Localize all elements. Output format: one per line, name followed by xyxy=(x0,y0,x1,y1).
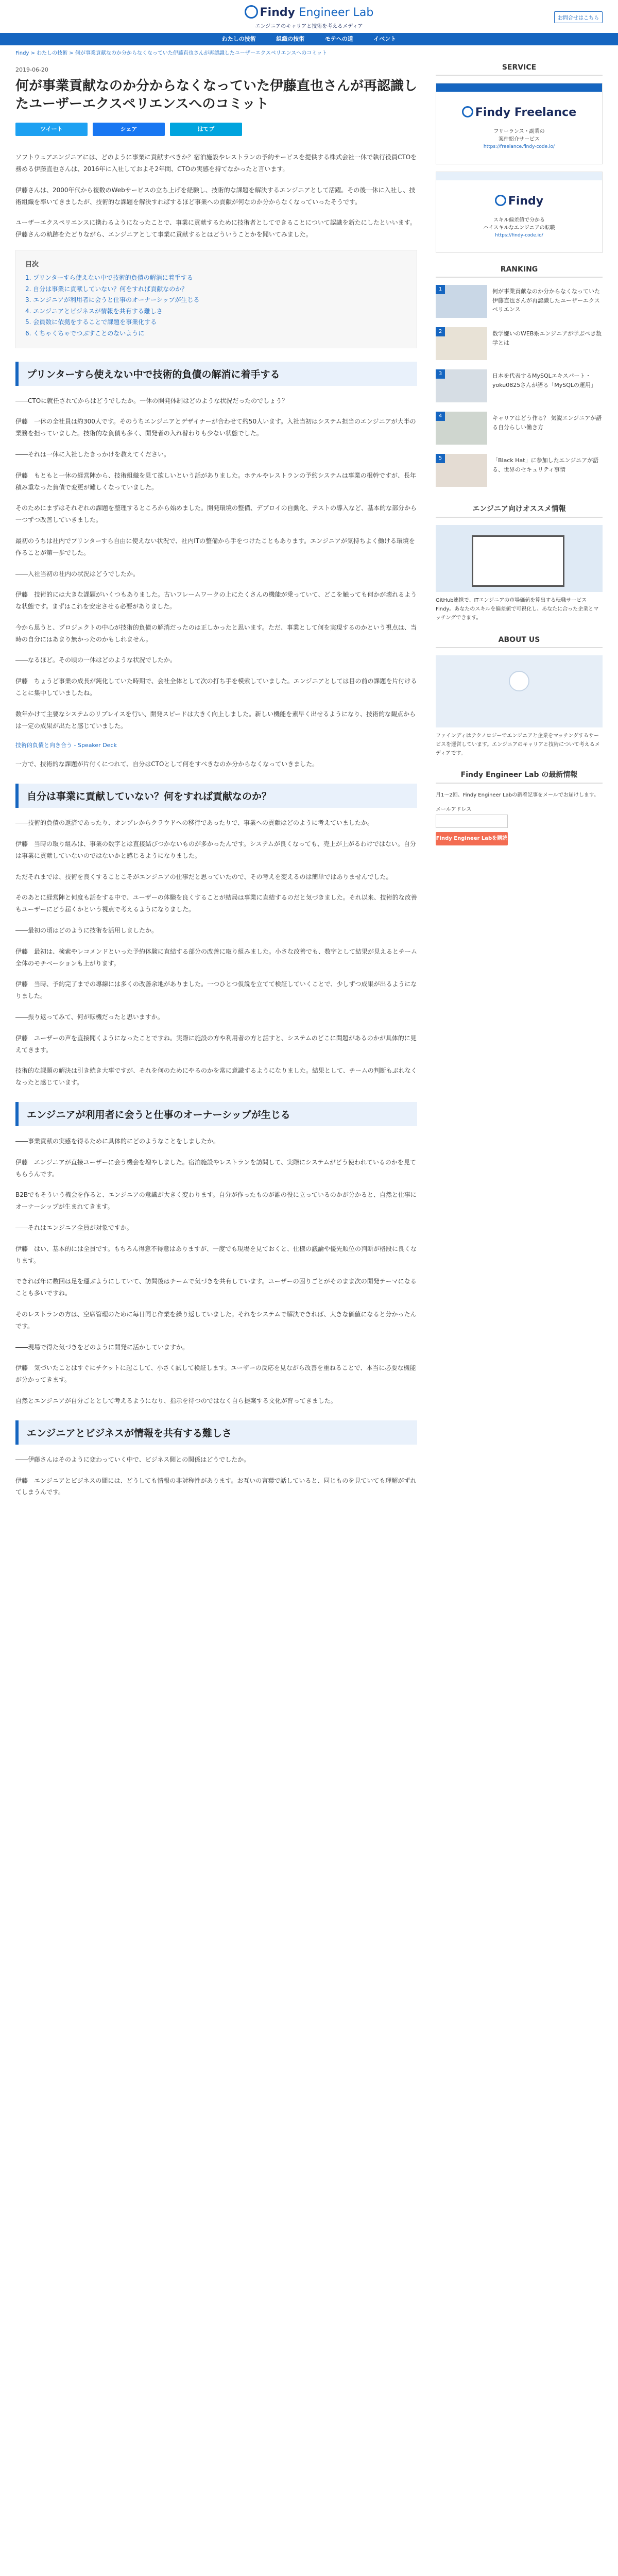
ranking-item[interactable] xyxy=(436,285,603,322)
ranking-item[interactable] xyxy=(436,454,603,491)
answer-paragraph: 伊藤 ユーザーの声を直接聞くようになったことですね。実際に施設の方や利用者の方と話すと、システムのどこに問題があるのかが具体的に見えてきます。 xyxy=(15,1034,417,1054)
global-nav xyxy=(0,33,618,45)
email-field[interactable] xyxy=(436,815,508,828)
newsletter-text: 月1〜2回、Findy Engineer Labの新着記事をメールでお届けします。 xyxy=(436,792,599,798)
slide-link[interactable]: 技術的負債と向き合う - Speaker Deck xyxy=(15,742,117,749)
section-heading: エンジニアが利用者に会うと仕事のオーナーシップが生じる xyxy=(15,1102,417,1126)
question-paragraph: ――それはエンジニア全員が対象ですか。 xyxy=(15,1224,133,1231)
ranking-title: 何が事業貢献なのか分からなくなっていた伊藤直也さんが再認識したユーザーエクスペリエンス xyxy=(492,288,600,313)
toc-item[interactable]: 6. くちゃくちゃでつぶすことのないように xyxy=(25,329,145,337)
about-text: ファインディはテクノロジーでエンジニアと企業をマッチングするサービスを運営しています。エンジニアのキャリアと技術について考えるメディアです。 xyxy=(436,733,600,756)
answer-paragraph: 伊藤 エンジニアが直接ユーザーに会う機会を増やしました。宿泊施設やレストランを訪問して、実際にシステムがどう使われているのかを見てもらうんです。 xyxy=(15,1158,416,1178)
toc-item[interactable]: 1. プリンターすら使えない中で技術的負債の解消に着手する xyxy=(25,274,193,281)
banner-url: https://findy-code.io/ xyxy=(495,233,543,238)
breadcrumb[interactable]: Findy > わたしの技術 > 何が事業貢献なのか分からなくなっていた伊藤直也さんが再認識したユーザーエクスペリエンスへのコミット xyxy=(15,50,328,56)
findy-logo-icon xyxy=(462,106,473,117)
answer-paragraph: 伊藤 気づいたことはすぐにチケットに起こして、小さく試して検証します。ユーザーの反応を見ながら改善を重ねることで、本当に必要な機能が分かってきます。 xyxy=(15,1364,416,1384)
answer-paragraph: 伊藤 エンジニアとビジネスの間には、どうしても情報の非対称性があります。お互いの言葉で話していると、同じものを見ていても理解がずれてしまうんです。 xyxy=(15,1477,417,1496)
facebook-share-button[interactable]: シェア xyxy=(93,123,165,136)
rank-badge: 1 xyxy=(436,285,445,294)
recommend-text: GitHub連携で、ITエンジニアの市場価値を算出する転職サービスFindy。あなたのスキルを偏差値で可視化し、あなたに合った企業とマッチングできます。 xyxy=(436,598,599,621)
findy-logo xyxy=(436,195,602,208)
rank-badge: 2 xyxy=(436,327,445,336)
table-of-contents xyxy=(15,250,417,348)
rank-badge: 4 xyxy=(436,412,445,421)
banner-url: https://freelance.findy-code.io/ xyxy=(483,144,555,149)
tweet-button[interactable]: ツイート xyxy=(15,123,88,136)
answer-paragraph: 自然とエンジニアが自分ごととして考えるようになり、指示を待つのではなく自ら提案する文化が育ってきました。 xyxy=(15,1397,337,1404)
question-paragraph: ――事業貢献の実感を得るために具体的にどのようなことをしましたか。 xyxy=(15,1138,220,1145)
ranking-title: 「Black Hat」に参加したエンジニアが語る、世界のセキュリティ事情 xyxy=(492,457,599,473)
ranking-title: 日本を代表するMySQLエキスパート・yoku0825さんが語る「MySQLの運用」 xyxy=(492,372,597,388)
answer-paragraph: 伊藤 最初は、検索やレコメンドといった予約体験に直結する部分の改善に取り組みました。小さな改善でも、数字として結果が見えるとチーム全体のモチベーションも上がります。 xyxy=(15,947,417,967)
logo-circle-icon xyxy=(509,671,529,691)
answer-paragraph: 伊藤 技術的には大きな課題がいくつもありました。古いフレームワークの上にたくさんの機能が乗っていて、どこを触っても何かが壊れるような状態です。まずはこれを安定させる必要がありました。 xyxy=(15,591,417,611)
laptop-screen-icon xyxy=(472,535,564,587)
question-paragraph: ――CTOに就任されてからはどうでしたか。一休の開発体制はどのような状況だったのでしょう？ xyxy=(15,397,288,404)
banner-subtitle: フリーランス・副業の 案件紹介サービス xyxy=(493,129,545,142)
section-heading: 自分は事業に貢献していない？何をすれば貢献なのか？ xyxy=(15,784,417,808)
nav-item-my-tech[interactable]: わたしの技術 xyxy=(221,36,256,42)
question-paragraph: ――なるほど。その頃の一休はどのような状況でしたか。 xyxy=(15,656,177,664)
answer-paragraph: 伊藤 もともと一休の経営陣から、技術組織を見て欲しいという話がありました。ホテルやレストランの予約システムは事業の根幹ですが、長年積み重なった負債で変更が難しくなっていました。 xyxy=(15,471,416,491)
question-paragraph: ――最初の頃はどのように技術を活用しましたか。 xyxy=(15,927,158,935)
nav-item-org-tech[interactable]: 組織の技術 xyxy=(276,36,305,42)
site-logo[interactable] xyxy=(0,5,618,19)
toc-item[interactable]: 5. 会員数に依拠をすることで課題を事業化する xyxy=(25,318,157,326)
recommend-image[interactable] xyxy=(436,525,603,592)
ranking-heading: RANKING xyxy=(436,265,603,278)
toc-item[interactable]: 4. エンジニアとビジネスが情報を共有する難しさ xyxy=(25,307,163,315)
section-heading: エンジニアとビジネスが情報を共有する難しさ xyxy=(15,1420,417,1445)
answer-paragraph: 伊藤 当時、予約完了までの導線には多くの改善余地がありました。一つひとつ仮説を立てて検証していくことで、少しずつ成果が出るようになりました。 xyxy=(15,980,417,1000)
question-paragraph: ――技術的負債の返済であったり、オンプレからクラウドへの移行であったりで、事業への貢献はどのように考えていましたか。 xyxy=(15,819,374,827)
answer-paragraph: 伊藤 ちょうど事業の成長が鈍化していた時期で、会社全体として次の打ち手を模索していました。エンジニアとしては目の前の課題を片付けることに集中していましたね。 xyxy=(15,677,417,697)
answer-paragraph: そのためにまずはそれぞれの課題を整理するところから始めました。開発環境の整備、デプロイの自動化、テストの導入など、基本的な部分から一つずつ改善していきました。 xyxy=(15,504,417,524)
email-label: メールアドレス xyxy=(436,807,472,812)
publish-date: 2019-06-20 xyxy=(15,66,48,73)
ranking-item[interactable] xyxy=(436,412,603,449)
toc-item[interactable]: 3. エンジニアが利用者に会うと仕事のオーナーシップが生じる xyxy=(25,296,200,304)
about-illustration xyxy=(436,655,603,727)
findy-freelance-banner[interactable] xyxy=(436,83,603,164)
answer-paragraph: そのレストランの方は、空席管理のために毎日同じ作業を繰り返していました。それをシステムで解決できれば、大きな価値になると分かったんです。 xyxy=(15,1310,417,1330)
question-paragraph: ――現場で得た気づきをどのように開発に活かしていますか。 xyxy=(15,1343,189,1351)
hatena-bookmark-button[interactable]: はてブ xyxy=(170,123,242,136)
intro-paragraph: ソフトウェアエンジニアには、どのように事業に貢献すべきか？宿泊施設やレストランの予約サービスを提供する株式会社一休で執行役員CTOを務める伊藤直也さんは、2016年に入社しておよそ2年間、CTOの実感を持てなかったと言います。 xyxy=(15,154,417,173)
question-paragraph: ――それは一休に入社したきっかけを教えてください。 xyxy=(15,450,170,458)
site-header xyxy=(0,0,618,33)
toc-title: 目次 xyxy=(25,260,39,268)
service-heading: SERVICE xyxy=(436,63,603,76)
answer-paragraph: そのあとに経営陣と何度も話をする中で、ユーザーの体験を良くすることが結局は事業に直結するのだと気づきました。それ以来、技術的な改善もユーザーにどう届くかという視点で考えるようになりました。 xyxy=(15,894,417,913)
answer-paragraph: 伊藤 一休の全社員は約300人です。そのうちエンジニアとデザイナーが合わせて約50人います。入社当初はシステム担当のエンジニアが大半の業務を担っていました。技術的な負債も多く、開発者の入れ替わりも少ない状態でした。 xyxy=(15,418,416,437)
banner-subtitle: スキル偏差値で分かる ハイスキルなエンジニアの転職 xyxy=(483,217,555,231)
question-paragraph: ――入社当初の社内の状況はどうでしたか。 xyxy=(15,570,140,578)
rank-badge: 5 xyxy=(436,454,445,463)
answer-paragraph: できれば年に数回は足を運ぶようにしていて、訪問後はチームで気づきを共有しています。ユーザーの困りごとがそのまま次の開発テーマになることも多いですね。 xyxy=(15,1278,417,1297)
ranking-item[interactable] xyxy=(436,327,603,364)
subscribe-button[interactable]: Findy Engineer Labを購読する xyxy=(436,832,508,845)
nav-item-events[interactable]: イベント xyxy=(373,36,397,42)
share-buttons xyxy=(15,123,417,136)
article-body xyxy=(15,63,417,2576)
rank-badge: 3 xyxy=(436,369,445,379)
banner-stripe xyxy=(436,83,602,92)
answer-paragraph: 数年かけて主要なシステムのリプレイスを行い、開発スピードは大きく向上しました。新しい機能を素早く出せるようになり、技術的な観点からは一定の成果が出たと感じていました。 xyxy=(15,710,416,730)
question-paragraph: ――振り返ってみて、何が転機だったと思いますか。 xyxy=(15,1013,164,1021)
answer-paragraph: 技術的な課題の解決は引き続き大事ですが、それを何のためにやるのかを常に意識するようになりました。結果として、チームの判断もぶれなくなったと感じています。 xyxy=(15,1067,417,1087)
banner-stripe xyxy=(436,172,602,180)
page-title: 何が事業貢献なのか分からなくなっていた伊藤直也さんが再認識したユーザーエクスペリエンスへのコミット xyxy=(15,78,417,112)
banner-brand: Findy Freelance xyxy=(475,106,577,119)
banner-brand: Findy xyxy=(508,195,544,208)
section-heading: プリンターすら使えない中で技術的負債の解消に着手する xyxy=(15,362,417,386)
answer-paragraph: 最初のうちは社内でプリンターすら自由に使えない状況で、社内ITの整備から手をつけたこともあります。エンジニアが気持ちよく働ける環境を作ることが第一歩でした。 xyxy=(15,537,415,556)
contact-link[interactable]: お問合せはこちら xyxy=(554,11,603,23)
findy-logo-icon xyxy=(245,5,258,19)
toc-item[interactable]: 2. 自分は事業に貢献していない？何をすれば貢献なのか？ xyxy=(25,285,188,293)
intro-paragraph: 伊藤さんは、2000年代から複数のWebサービスの立ち上げを経験し、技術的な課題を解決するエンジニアとして活躍。その後一休に入社し、技術組織を率いてきましたが、技術的な課題を解決すればするほど事業への貢献が何なのか分からなくなっていったそうです。 xyxy=(15,186,416,206)
answer-paragraph: 伊藤 当時の取り組みは、事業の数字とは直接結びつかないものが多かったんです。システムが良くなっても、売上が上がるわけではない。自分は事業に貢献していないのではないかと感じるようになりました。 xyxy=(15,840,416,859)
answer-paragraph: 一方で、技術的な課題が片付くにつれて、自分はCTOとして何をすべきなのか分からなくなっていきました。 xyxy=(15,760,319,768)
brand-name: Findy xyxy=(260,6,295,19)
findy-banner[interactable] xyxy=(436,172,603,253)
ranking-item[interactable] xyxy=(436,369,603,406)
recommend-heading: エンジニア向けオススメ情報 xyxy=(436,503,603,518)
question-paragraph: ――伊藤さんはそのように変わっていく中で、ビジネス側との関係はどうでしたか。 xyxy=(15,1455,250,1463)
answer-paragraph: 今から思うと、プロジェクトの中心が技術的負債の解消だったのは正しかったと思います。ただ、事業として何を実現するのかという視点は、当時の自分にはあまり無かったのかもしれません。 xyxy=(15,623,417,643)
nav-item-popular[interactable]: モテへの道 xyxy=(324,36,353,42)
freelance-logo xyxy=(436,106,602,119)
answer-paragraph: ただそれまでは、技術を良くすることこそがエンジニアの仕事だと思っていたので、その考えを変えるのは簡単ではありませんでした。 xyxy=(15,873,392,880)
sidebar xyxy=(436,63,603,855)
answer-paragraph: B2Bでもそういう機会を作ると、エンジニアの意識が大きく変わります。自分が作ったものが誰の役に立っているのかが分かると、自然と仕事にオーナーシップが生まれてきます。 xyxy=(15,1191,417,1211)
answer-paragraph: 伊藤 はい、基本的には全員です。もちろん得意不得意はありますが、一度でも現場を見ておくと、仕様の議論や優先順位の判断が格段に良くなります。 xyxy=(15,1245,417,1264)
findy-logo-icon xyxy=(495,195,506,206)
intro-paragraph: ユーザーエクスペリエンスに携わるようになったことで、事業に貢献するために技術者としてできることについて認識を新たにしたといいます。伊藤さんの軌跡をたどりながら、エンジニアとして事業に貢献するとはどういうことかを聞いてみました。 xyxy=(15,219,416,239)
about-heading: ABOUT US xyxy=(436,636,603,648)
ranking-title: キャリアはどう作る？ 気鋭エンジニアが語る自分らしい働き方 xyxy=(492,415,602,431)
newsletter-heading: Findy Engineer Lab の最新情報 xyxy=(436,769,603,784)
ranking-title: 数学嫌いのWEB系エンジニアが学ぶべき数学とは xyxy=(492,330,602,346)
brand-suffix: Engineer Lab xyxy=(299,6,374,19)
site-tagline: エンジニアのキャリアと技術を考えるメディア xyxy=(255,24,363,29)
